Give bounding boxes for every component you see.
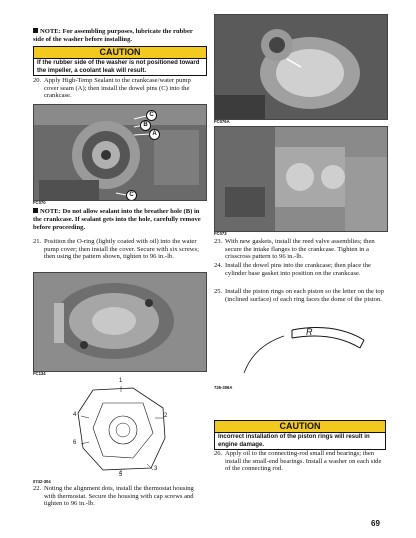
- thermostat-housing-image: [215, 15, 387, 119]
- ring-marking-letter: R: [306, 327, 313, 337]
- pattern-number-1: 1: [119, 378, 123, 384]
- page-number: 69: [371, 519, 380, 528]
- step-26: 26. Apply oil to the connecting-rod small end bearings; then install the small-end bearings. Install a washer on each side of the connecting rod.: [214, 450, 382, 473]
- step-23: 23. With new gaskets, install the reed valve assemblies; then secure the intake flanges to the crankcase. Tighten in a crisscross pattern to 96 in.-lb.: [214, 238, 375, 261]
- pattern-number-6: 6: [73, 440, 77, 446]
- callout-c-top: C: [146, 110, 157, 121]
- step-25: 25. Install the piston rings on each piston so the letter on the top (inclined surface) of each ring faces the dome of the piston.: [214, 288, 384, 303]
- fig-code-0742-304: 0742-304: [33, 479, 51, 484]
- fig-code-fc073: FC073: [214, 231, 227, 236]
- photo-water-pump-crankcase: [33, 104, 207, 201]
- note-bullet-icon: [33, 28, 38, 33]
- callout-a: A: [149, 129, 160, 140]
- fig-code-fc076a: FC076A: [214, 119, 230, 124]
- note-lubricate-washer: NOTE: For assembling purposes, lubricate the rubber side of the washer before installing.: [33, 28, 193, 43]
- water-pump-crankcase-image: [34, 105, 206, 200]
- photo-thermostat-housing: [214, 14, 388, 120]
- caution-text-1: If the rubber side of the washer is not positioned toward the impeller, a coolant leak will result.: [33, 58, 207, 76]
- step-24: 24. Install the dowel pins into the crankcase; then place the cylinder base gasket into position on the crankcase.: [214, 262, 371, 277]
- caution-banner-1: CAUTION: [33, 46, 207, 59]
- step-21: 21. Position the O-ring (lightly coated with oil) into the water pump cover; then install the cover. Secure with six screws; then using the pattern shown, tighten to 96 in.-lb.: [33, 238, 199, 261]
- piston-ring-drawing: [214, 318, 386, 384]
- pattern-number-3: 3: [154, 466, 158, 472]
- photo-water-pump-cover: [33, 272, 207, 372]
- intake-flanges-image: [215, 127, 387, 231]
- caution-text-2: Incorrect installation of the piston rings will result in engine damage.: [214, 432, 386, 450]
- callout-c-bottom: C: [126, 190, 137, 201]
- water-pump-cover-image: [34, 273, 206, 371]
- fig-code-726-306a: 726-306A: [214, 385, 233, 390]
- fig-code-fc070: FC070: [33, 200, 46, 205]
- fig-code-fc134: FC134: [33, 371, 46, 376]
- callout-b: B: [140, 120, 151, 131]
- tightening-pattern-drawing: [33, 378, 205, 478]
- pattern-number-2: 2: [164, 413, 168, 419]
- step-22: 22. Noting the alignment dots, install the thermostat housing with thermostat. Secure the housing with cap screws and tighten to 96 in.-lb.: [33, 485, 194, 508]
- pattern-number-4: 4: [73, 412, 77, 418]
- diagram-piston-ring: [214, 318, 386, 384]
- diagram-tightening-pattern: [33, 378, 205, 478]
- pattern-number-5: 5: [119, 472, 123, 478]
- photo-intake-flanges: [214, 126, 388, 232]
- step-20: 20. Apply High-Temp Sealant to the crankcase/water pump cover seam (A); then install the dowel pins (C) into the crankcase.: [33, 77, 191, 100]
- note-breather-hole: NOTE: Do not allow sealant into the breather hole (B) in the crankcase. If sealant gets into the hole, carefully remove before proceeding.: [33, 208, 201, 231]
- note-bullet-icon: [33, 208, 38, 213]
- caution-banner-2: CAUTION: [214, 420, 386, 433]
